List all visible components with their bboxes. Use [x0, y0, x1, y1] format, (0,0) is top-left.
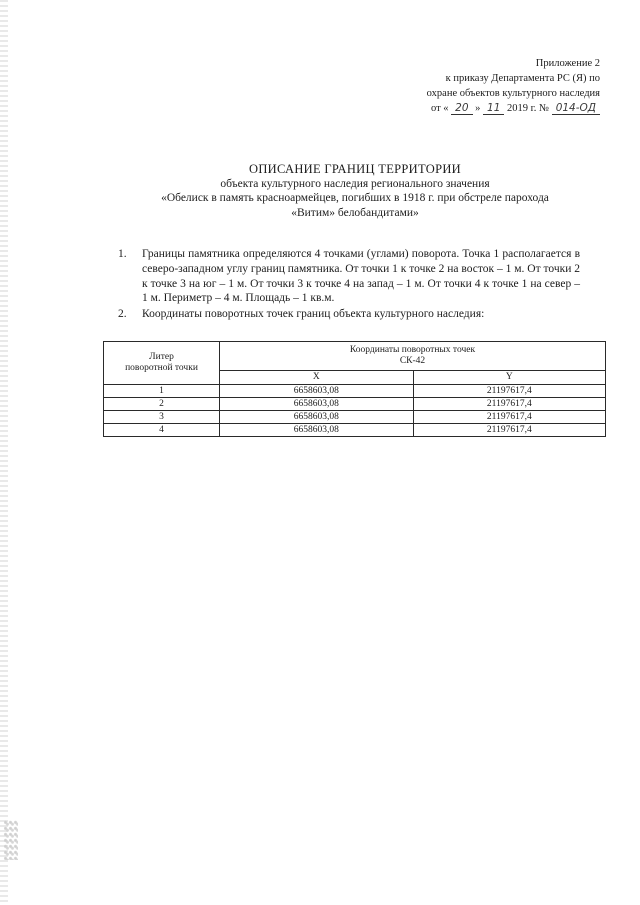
cell-y: 21197617,4	[413, 424, 605, 437]
appendix-date-line	[370, 101, 600, 116]
cell-y: 21197617,4	[413, 398, 605, 411]
scan-edge-artifact	[0, 0, 8, 905]
appendix-department: охране объектов культурного наследия	[426, 88, 600, 99]
date-day: 20	[451, 102, 472, 115]
date-mid: »	[475, 103, 481, 114]
table-row	[104, 385, 606, 398]
header-point-liter: Литер поворотной точки	[104, 342, 220, 385]
list-item-text: Границы памятника определяются 4 точками (углами) поворота. Точка 1 располагается в северо-западном углу границ памятника. От точки 1 к точке 2 на восток – 1 м. От точки 2 к точке 3 на юг – 1 м. От точки 3 к точке 4 на запад – 1 м. От точки 4 к точке 1 на север – 1 м. Периметр – 4 м. Площадь – 1 кв.м.	[142, 248, 580, 305]
appendix-order-ref: к приказу Департамента РС (Я) по	[445, 73, 600, 84]
date-month: 11	[483, 102, 504, 115]
cell-x: 6658603,08	[220, 398, 414, 411]
cell-x: 6658603,08	[220, 385, 414, 398]
cell-x: 6658603,08	[220, 424, 414, 437]
list-item-number: 2.	[118, 308, 127, 321]
cell-y: 21197617,4	[413, 385, 605, 398]
list-item	[118, 247, 580, 306]
title-object-name-end: «Витим» белобандитами»	[291, 206, 419, 219]
scan-speck-artifact	[4, 820, 18, 860]
date-prefix: от «	[430, 103, 449, 114]
title-main: ОПИСАНИЕ ГРАНИЦ ТЕРРИТОРИИ	[249, 162, 461, 176]
document-title	[100, 162, 610, 220]
list-item	[118, 307, 580, 322]
list-item-number: 1.	[118, 248, 127, 260]
cell-point: 4	[104, 424, 220, 437]
table-row	[104, 424, 606, 437]
cell-point: 2	[104, 398, 220, 411]
order-number: 014-ОД	[552, 102, 600, 115]
table-header-row	[104, 342, 606, 371]
cell-point: 3	[104, 411, 220, 424]
appendix-header	[370, 56, 600, 116]
header-x: X	[220, 371, 414, 385]
header-y: Y	[413, 371, 605, 385]
appendix-label: Приложение 2	[535, 58, 600, 69]
date-suffix: 2019 г. №	[507, 103, 550, 114]
description-list	[118, 247, 580, 322]
cell-y: 21197617,4	[413, 411, 605, 424]
table-row	[104, 411, 606, 424]
cell-x: 6658603,08	[220, 411, 414, 424]
coordinates-table	[103, 341, 606, 437]
cell-point: 1	[104, 385, 220, 398]
title-object-name: «Обелиск в память красноармейцев, погибших в 1918 г. при обстреле парохода	[161, 192, 549, 204]
list-item-text: Координаты поворотных точек границ объекта культурного наследия:	[142, 308, 485, 321]
title-object-type: объекта культурного наследия регионального значения	[220, 177, 490, 190]
table-row	[104, 398, 606, 411]
header-coordinates-group: Координаты поворотных точек СК-42	[220, 342, 606, 371]
